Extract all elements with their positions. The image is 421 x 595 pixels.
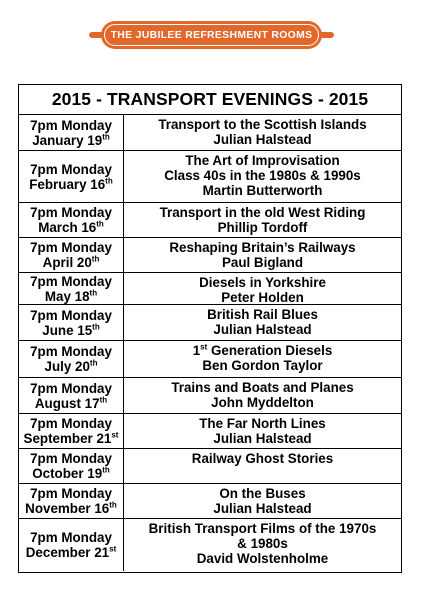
event-title-line: Railway Ghost Stories bbox=[191, 451, 334, 466]
event-title-line: Transport in the old West Riding bbox=[159, 205, 366, 220]
event-date: August 17 bbox=[34, 395, 100, 411]
event-details-cell bbox=[124, 484, 401, 518]
event-title-line: The Art of Improvisation bbox=[185, 153, 340, 168]
date-suffix: th bbox=[105, 176, 113, 186]
event-details-cell bbox=[124, 519, 401, 571]
event-date: February 16 bbox=[29, 176, 106, 192]
event-speaker: Paul Bigland bbox=[221, 255, 304, 270]
date-suffix: th bbox=[96, 219, 104, 229]
table-row bbox=[19, 305, 401, 341]
event-date-line bbox=[32, 133, 110, 148]
event-date-line bbox=[24, 431, 119, 446]
event-time: 7pm Monday bbox=[30, 530, 112, 545]
event-date: July 20 bbox=[44, 359, 90, 374]
event-date-cell bbox=[19, 341, 124, 377]
event-details-cell bbox=[124, 203, 401, 237]
event-title-line: The Far North Lines bbox=[199, 416, 326, 431]
event-date-cell bbox=[19, 305, 124, 340]
event-title-line: Transport to the Scottish Islands bbox=[158, 117, 367, 132]
event-title-line: British Rail Blues bbox=[207, 307, 318, 322]
event-date-cell bbox=[19, 449, 124, 483]
event-date-line bbox=[26, 545, 117, 560]
event-time: 7pm Monday bbox=[30, 273, 112, 289]
event-details-cell bbox=[124, 273, 401, 304]
date-suffix: th bbox=[89, 288, 98, 298]
event-speaker: Julian Halstead bbox=[213, 132, 312, 147]
date-suffix: th bbox=[92, 322, 100, 332]
event-time: 7pm Monday bbox=[30, 161, 112, 177]
event-time: 7pm Monday bbox=[30, 240, 112, 255]
table-title: 2015 - TRANSPORT EVENINGS - 2015 bbox=[19, 85, 401, 115]
event-date-line bbox=[43, 255, 100, 270]
event-title-line: Reshaping Britain’s Railways bbox=[169, 240, 356, 255]
event-date-line bbox=[29, 177, 112, 192]
event-title-line: Class 40s in the 1980s & 1990s bbox=[164, 168, 361, 183]
event-title-line: Diesels in Yorkshire bbox=[199, 275, 326, 290]
event-speaker: Peter Holden bbox=[221, 290, 304, 305]
date-suffix: th bbox=[109, 500, 117, 510]
event-speaker: Julian Halstead bbox=[213, 501, 312, 516]
logo-text: THE JUBILEE REFRESHMENT ROOMS bbox=[110, 29, 313, 41]
event-time: 7pm Monday bbox=[30, 307, 112, 323]
event-date-line bbox=[35, 396, 107, 411]
event-date-cell bbox=[19, 115, 124, 150]
table-row bbox=[19, 341, 401, 378]
event-details-cell bbox=[124, 341, 401, 377]
event-speaker: Julian Halstead bbox=[213, 431, 312, 446]
event-speaker: Martin Butterworth bbox=[202, 183, 323, 198]
date-suffix: th bbox=[102, 132, 110, 142]
events-table bbox=[18, 84, 402, 573]
event-speaker: Phillip Tordoff bbox=[217, 220, 308, 235]
event-time: 7pm Monday bbox=[30, 416, 112, 431]
event-date-line bbox=[45, 289, 97, 304]
event-date-line bbox=[25, 501, 117, 516]
logo-plate bbox=[101, 21, 322, 49]
event-date-cell bbox=[19, 151, 124, 202]
event-time: 7pm Monday bbox=[30, 205, 112, 220]
table-row bbox=[19, 115, 401, 151]
table-row bbox=[19, 378, 401, 414]
event-time: 7pm Monday bbox=[30, 380, 112, 396]
table-row bbox=[19, 151, 401, 203]
event-title-line: & 1980s bbox=[237, 536, 288, 551]
event-date-cell bbox=[19, 238, 124, 272]
event-date-line bbox=[38, 220, 104, 235]
event-date-cell bbox=[19, 519, 124, 571]
table-row bbox=[19, 273, 401, 305]
date-suffix: st bbox=[111, 430, 119, 440]
event-details-cell bbox=[124, 305, 401, 340]
date-suffix: th bbox=[102, 465, 110, 475]
event-time: 7pm Monday bbox=[30, 344, 112, 359]
jubilee-logo bbox=[89, 21, 334, 49]
table-row bbox=[19, 519, 401, 571]
event-date: January 19 bbox=[32, 132, 103, 148]
event-date: June 15 bbox=[42, 322, 93, 338]
date-suffix: th bbox=[91, 254, 100, 264]
event-date-cell bbox=[19, 273, 124, 304]
date-suffix: th bbox=[89, 358, 98, 368]
event-date: November 16 bbox=[25, 501, 110, 516]
event-date-cell bbox=[19, 378, 124, 413]
table-row bbox=[19, 484, 401, 519]
event-date-line bbox=[42, 323, 99, 338]
event-date: March 16 bbox=[38, 220, 97, 235]
event-speaker: John Myddelton bbox=[211, 395, 314, 410]
event-speaker: Ben Gordon Taylor bbox=[202, 358, 323, 373]
event-date-line bbox=[45, 359, 98, 374]
date-suffix: st bbox=[109, 544, 117, 554]
event-speaker: Julian Halstead bbox=[213, 322, 312, 337]
event-date: October 19 bbox=[32, 466, 103, 481]
table-row bbox=[19, 449, 401, 484]
event-time: 7pm Monday bbox=[30, 451, 112, 466]
table-row bbox=[19, 203, 401, 238]
event-title-line: 1st Generation Diesels bbox=[192, 342, 333, 358]
event-date-cell bbox=[19, 414, 124, 448]
event-date: May 18 bbox=[44, 288, 90, 304]
event-details-cell bbox=[124, 378, 401, 413]
table-body bbox=[19, 115, 401, 571]
table-row bbox=[19, 414, 401, 449]
event-speaker: David Wolstenholme bbox=[196, 551, 329, 566]
logo-inner-border bbox=[104, 24, 319, 46]
event-title-line: On the Buses bbox=[219, 486, 306, 501]
date-suffix: th bbox=[99, 395, 108, 405]
event-date-cell bbox=[19, 484, 124, 518]
event-date-line bbox=[32, 466, 110, 481]
event-details-cell bbox=[124, 115, 401, 150]
event-date: September 21 bbox=[23, 431, 112, 446]
event-details-cell bbox=[124, 151, 401, 202]
table-row bbox=[19, 238, 401, 273]
event-time: 7pm Monday bbox=[30, 117, 112, 133]
event-date-cell bbox=[19, 203, 124, 237]
event-details-cell bbox=[124, 449, 401, 483]
event-title-line: Trains and Boats and Planes bbox=[171, 380, 354, 395]
event-date: April 20 bbox=[42, 255, 92, 270]
event-title-line: British Transport Films of the 1970s bbox=[148, 521, 377, 536]
event-details-cell bbox=[124, 414, 401, 448]
logo-bar-right bbox=[320, 32, 334, 38]
event-time: 7pm Monday bbox=[30, 486, 112, 501]
event-details-cell bbox=[124, 238, 401, 272]
event-date: December 21 bbox=[25, 545, 110, 560]
ordinal-suffix: st bbox=[200, 342, 208, 352]
